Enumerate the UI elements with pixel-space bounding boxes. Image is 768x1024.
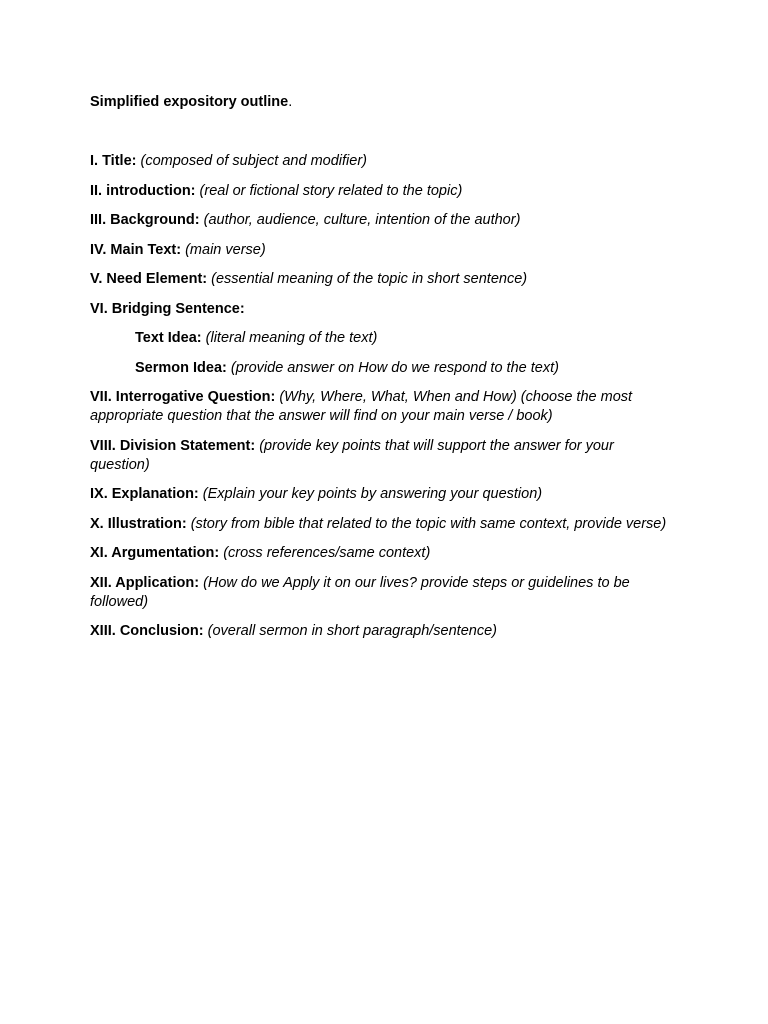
outline-label: VI. Bridging Sentence: bbox=[90, 300, 245, 317]
outline-label: IX. Explanation: bbox=[90, 486, 199, 502]
outline-description: (essential meaning of the topic in short sentence) bbox=[211, 271, 528, 287]
outline-label: I. Title: bbox=[90, 153, 137, 169]
outline-description: (provide answer on How do we respond to the text) bbox=[230, 359, 559, 376]
document-title-suffix: . bbox=[288, 94, 293, 110]
outline-subitem-sermon-idea bbox=[135, 359, 670, 378]
outline-item-need-element bbox=[90, 270, 670, 289]
document-title bbox=[90, 92, 670, 112]
outline-item-introduction bbox=[90, 182, 670, 201]
outline-description: (main verse) bbox=[185, 241, 266, 258]
document-title-text: Simplified expository outline bbox=[90, 94, 289, 110]
outline-description: (How do we Apply it on our lives? provide steps or guidelines to be followed) bbox=[90, 574, 630, 610]
outline-label: XII. Application: bbox=[90, 574, 200, 591]
outline-label: X. Illustration: bbox=[90, 515, 187, 532]
outline-item-argumentation bbox=[90, 544, 670, 563]
outline-label: VIII. Division Statement: bbox=[90, 437, 256, 454]
outline-list bbox=[90, 152, 670, 641]
outline-label: XI. Argumentation: bbox=[90, 545, 220, 561]
outline-label: IV. Main Text: bbox=[90, 241, 182, 258]
outline-label: V. Need Element: bbox=[90, 271, 208, 287]
outline-label: III. Background: bbox=[90, 212, 200, 228]
outline-item-interrogative-question bbox=[90, 388, 670, 426]
outline-description: (cross references/same context) bbox=[223, 545, 431, 561]
outline-label: II. introduction: bbox=[90, 182, 196, 199]
outline-description: (Explain your key points by answering your question) bbox=[202, 486, 543, 502]
outline-item-explanation bbox=[90, 485, 670, 504]
outline-description: (story from bible that related to the topic with same context, provide verse) bbox=[190, 515, 667, 532]
outline-label: Text Idea: bbox=[135, 330, 202, 346]
outline-item-main-text bbox=[90, 241, 670, 260]
document-page bbox=[90, 92, 670, 652]
outline-description: (real or fictional story related to the topic) bbox=[199, 182, 463, 199]
outline-item-application bbox=[90, 574, 670, 612]
outline-label: XIII. Conclusion: bbox=[90, 623, 204, 639]
outline-label: Sermon Idea: bbox=[135, 359, 227, 376]
outline-description: (provide key points that will support the answer for your question) bbox=[90, 437, 614, 473]
outline-description: (literal meaning of the text) bbox=[205, 330, 378, 346]
outline-item-title bbox=[90, 152, 670, 171]
outline-item-bridging-sentence bbox=[90, 300, 670, 319]
outline-label: VII. Interrogative Question: bbox=[90, 389, 276, 405]
outline-description: (overall sermon in short paragraph/sentence) bbox=[207, 623, 497, 639]
outline-subitem-text-idea bbox=[135, 329, 670, 348]
outline-item-division-statement bbox=[90, 437, 670, 475]
outline-description: (composed of subject and modifier) bbox=[140, 153, 367, 169]
outline-item-illustration bbox=[90, 515, 670, 534]
outline-description: (Why, Where, What, When and How) (choose the most appropriate question that the answer will find on your main verse / book) bbox=[90, 389, 633, 424]
outline-description: (author, audience, culture, intention of the author) bbox=[203, 212, 521, 228]
outline-item-background bbox=[90, 211, 670, 230]
outline-item-conclusion bbox=[90, 622, 670, 641]
